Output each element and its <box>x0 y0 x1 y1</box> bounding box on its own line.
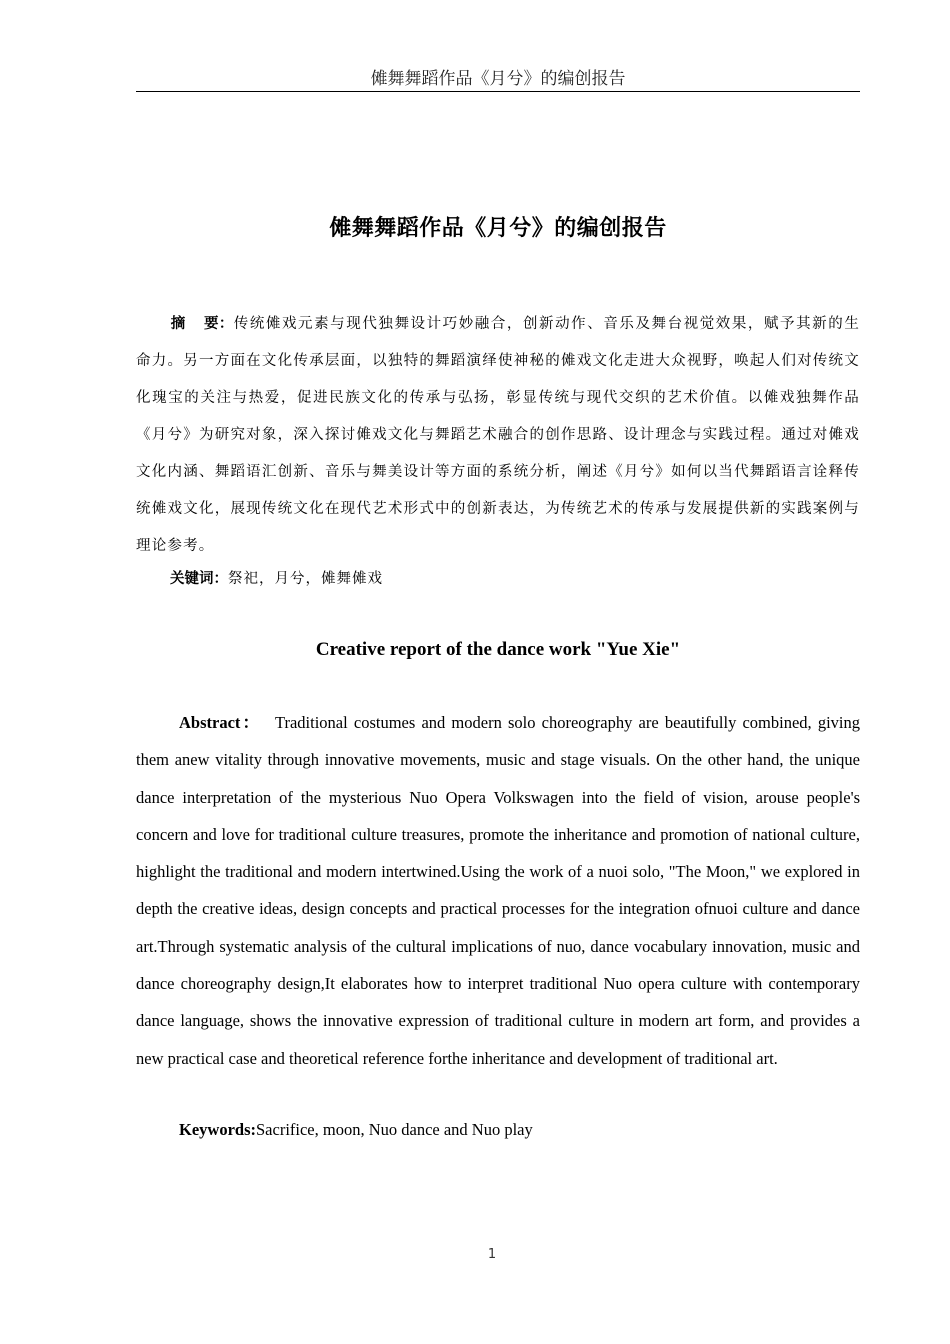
english-abstract <box>136 704 860 1077</box>
english-keywords-label: Keywords: <box>179 1120 256 1139</box>
chinese-keywords <box>170 566 860 592</box>
chinese-keywords-label: 关键词： <box>170 571 228 587</box>
header-divider <box>136 91 860 92</box>
page-number: 1 <box>487 1247 497 1262</box>
english-abstract-text: Traditional costumes and modern solo choreography are beautifully combined, giving them anew vitality through innovative movements, music and stage visuals. On the other hand, the unique dance interpretation of the mysterious Nuo Opera Volkswagen into the field of vision, arouse people's concern and love for traditional culture treasures, promote the inheritance and promotion of national culture, highlight the traditional and modern intertwined.Using the work of a nuoi solo, "The Moon," we explored in depth the creative ideas, design concepts and practical processes for the integration ofnuoi culture and dance art.Through systematic analysis of the cultural implications of nuo, dance vocabulary innovation, music and dance choreography design,It elaborates how to interpret traditional Nuo opera culture with contemporary dance language, shows the innovative expression of traditional culture in modern art form, and provides a new practical case and theoretical reference forthe inheritance and development of traditional art. <box>136 713 860 1068</box>
running-header: 傩舞舞蹈作品《月兮》的编创报告 <box>370 69 626 89</box>
chinese-abstract-text: 传统傩戏元素与现代独舞设计巧妙融合，创新动作、音乐及舞台视觉效果，赋予其新的生命力。另一方面在文化传承层面，以独特的舞蹈演绎使神秘的傩戏文化走进大众视野，唤起人们对传统文化瑰宝的关注与热爱，促进民族文化的传承与弘扬，彰显传统与现代交织的艺术价值。以傩戏独舞作品《月兮》为研究对象，深入探讨傩戏文化与舞蹈艺术融合的创作思路、设计理念与实践过程。通过对傩戏文化内涵、舞蹈语汇创新、音乐与舞美设计等方面的系统分析，阐述《月兮》如何以当代舞蹈语言诠释传统傩戏文化，展现传统文化在现代艺术形式中的创新表达，为传统艺术的传承与发展提供新的实践案例与理论参考。 <box>136 316 861 554</box>
chinese-abstract-label-part1: 摘 <box>170 316 186 332</box>
chinese-title: 傩舞舞蹈作品《月兮》的编创报告 <box>329 216 667 241</box>
english-abstract-colon: ： <box>240 713 261 732</box>
chinese-abstract-label-part2: 要： <box>203 316 234 332</box>
english-title: Creative report of the dance work "Yue Xie" <box>315 639 681 660</box>
english-keywords <box>179 1117 859 1143</box>
chinese-abstract <box>136 306 860 565</box>
chinese-keywords-text: 祭祀，月兮，傩舞傩戏 <box>228 571 383 587</box>
english-keywords-text: Sacrifice, moon, Nuo dance and Nuo play <box>256 1120 533 1139</box>
english-abstract-label: Abstract <box>179 713 241 732</box>
